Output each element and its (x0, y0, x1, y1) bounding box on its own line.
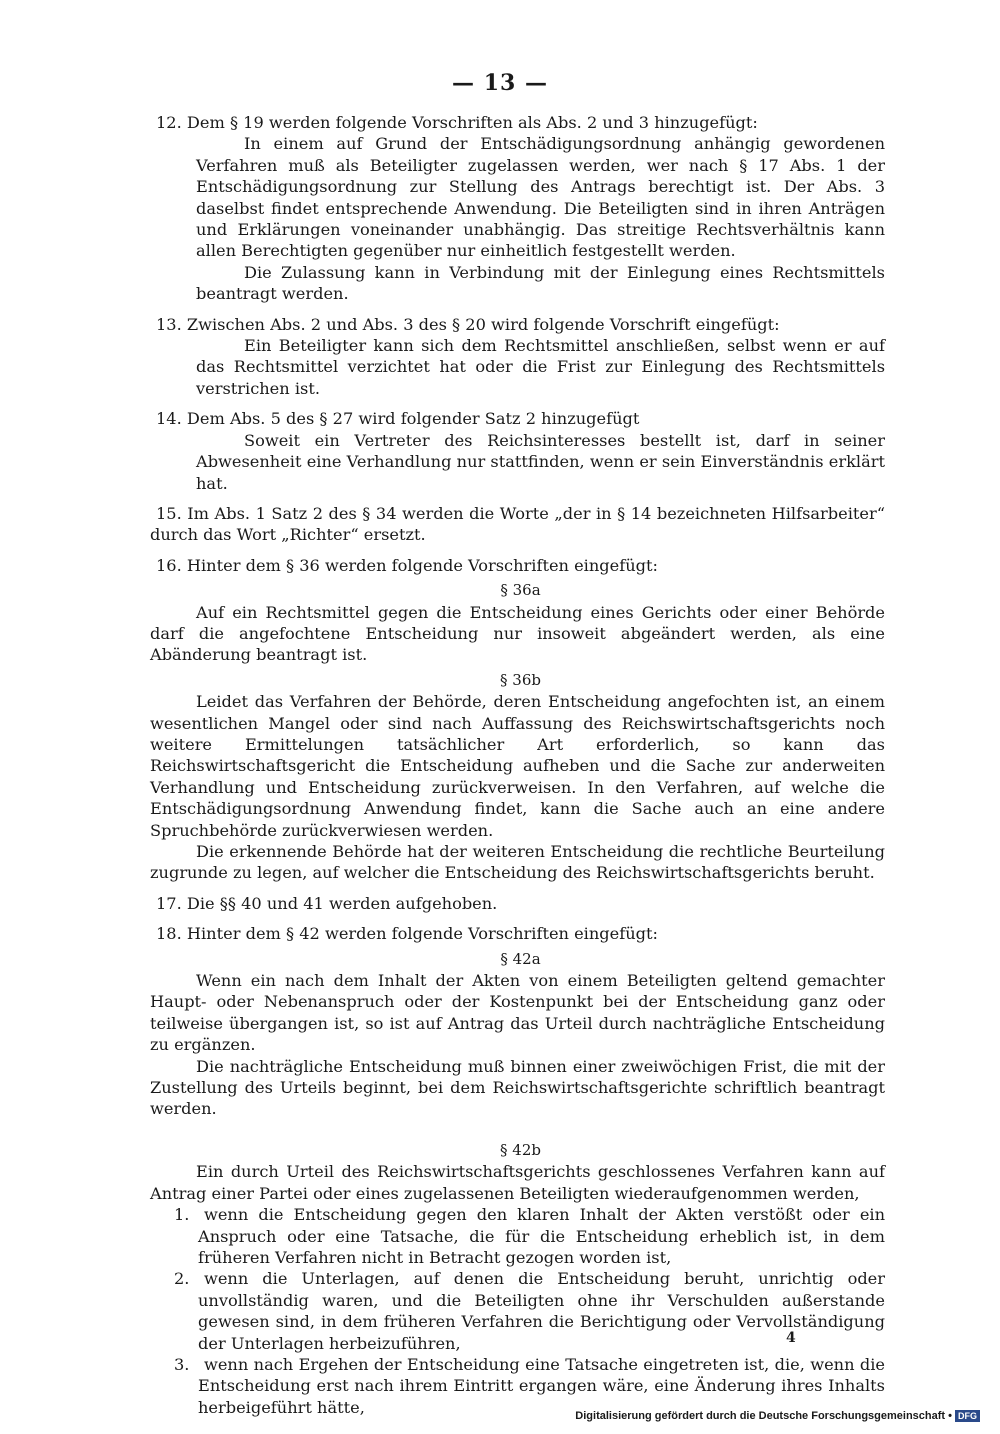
list-item-number: 3. (174, 1354, 190, 1374)
item-12-paragraph-2: Die Zulassung kann in Verbindung mit der Einlegung eines Rechtsmittels beantragt werden. (196, 262, 885, 304)
footer (575, 1410, 980, 1422)
signature-mark: 4 (786, 1330, 796, 1346)
list-item-text: wenn nach Ergehen der Entscheidung eine Tatsache eingetreten ist, die, wenn die Entscheidung erst nach ihrem Eintritt ergangen wäre, eine Änderung ihres Inhalts herbeigeführt hätte, (198, 1354, 885, 1417)
section-36b-heading: § 36b (500, 670, 541, 689)
item-18 (150, 923, 885, 1418)
list-item-number: 2. (174, 1269, 190, 1289)
list-item (168, 1204, 885, 1268)
item-13 (150, 314, 885, 400)
item-12 (150, 112, 885, 305)
item-14-heading: 14. Dem Abs. 5 des § 27 wird folgender Satz 2 hinzugefügt (156, 409, 640, 429)
dfg-logo: DFG (955, 1410, 980, 1422)
item-13-paragraph-1: Ein Beteiligter kann sich dem Rechtsmittel anschließen, selbst wenn er auf das Rechtsmittel verzichtet hat oder die Frist zur Einlegung des Rechtsmittels verstrichen ist. (196, 336, 885, 398)
list-item-number: 1. (174, 1205, 190, 1225)
list-item (168, 1268, 885, 1354)
section-42a-heading: § 42a (500, 949, 541, 968)
section-42a-paragraph-1: Wenn ein nach dem Inhalt der Akten von einem Beteiligten geltend gemachter Haupt- oder Nebenanspruch oder der Kostenpunkt bei der Entscheidung ganz oder teilweise übergangen ist, so ist auf Antrag das Urteil durch nachträgliche Entscheidung zu ergänzen. (150, 971, 885, 1055)
section-42b-heading: § 42b (500, 1140, 541, 1159)
section-36b-paragraph-1: Leidet das Verfahren der Behörde, deren Entscheidung angefochten ist, an einem wesentlichen Mangel oder sind nach Auffassung des Reichswirtschaftsgerichts noch weitere Ermittelungen tatsächlicher Art erforderlich, so kann das Reichswirtschaftsgericht die Entscheidung aufheben und die Sache zur anderweiten Verhandlung und Entscheidung zurückverweisen. In den Verfahren, auf welche die Entschädigungsordnung Anwendung findet, kann die Sache auch an eine andere Spruchbehörde zurückverwiesen werden. (150, 692, 885, 840)
list-item-text: wenn die Unterlagen, auf denen die Entscheidung beruht, unrichtig oder unvollständig waren, und die Beteiligten ohne ihr Verschulden außerstande gewesen sind, in dem früheren Verfahren die Berichtigung oder Vervollständigung der Unterlagen herbeizuführen, (198, 1269, 885, 1353)
item-15-text: 15. Im Abs. 1 Satz 2 des § 34 werden die Worte „der in § 14 bezeichneten Hilfsarbeiter“ durch das Wort „Richter“ ersetzt. (150, 503, 885, 545)
section-36a-heading: § 36a (500, 581, 541, 600)
item-16-heading: 16. Hinter dem § 36 werden folgende Vorschriften eingefügt: (156, 555, 658, 575)
item-18-heading: 18. Hinter dem § 42 werden folgende Vorschriften eingefügt: (156, 924, 658, 944)
item-12-paragraph-1: In einem auf Grund der Entschädigungsordnung anhängig gewordenen Verfahren muß als Beteiligter zugelassen werden, wer nach § 17 Abs. 1 der Entschädigungsordnung zur Stellung des Antrags berechtigt ist. Der Abs. 3 daselbst findet entsprechende Anwendung. Die Beteiligten sind in ihren Anträgen und Erklärungen voneinander unabhängig. Das streitige Rechtsverhältnis kann allen Berechtigten gegenüber nur einheitlich festgestellt werden. (196, 134, 885, 261)
section-42a-paragraph-2: Die nachträgliche Entscheidung muß binnen einer zweiwöchigen Frist, die mit der Zustellung des Urteils beginnt, bei dem Reichswirtschaftsgerichte schriftlich beantragt werden. (150, 1056, 885, 1119)
page-number: — 13 — (452, 70, 548, 96)
item-16 (150, 555, 885, 884)
list-item-text: wenn die Entscheidung gegen den klaren Inhalt der Akten verstößt oder ein Anspruch oder eine Tatsache, die für die Entscheidung erheblich ist, in dem früheren Verfahren nicht in Betracht gezogen worden ist, (198, 1205, 885, 1267)
section-42b-paragraph-1: Ein durch Urteil des Reichswirtschaftsgerichts geschlossenes Verfahren kann auf Antrag einer Partei oder eines zugelassenen Beteiligten wiederaufgenommen werden, (150, 1162, 885, 1203)
section-36a-paragraph: Auf ein Rechtsmittel gegen die Entscheidung eines Gerichts oder einer Behörde darf die angefochtene Entscheidung nur insoweit abgeändert werden, als eine Abänderung beantragt ist. (150, 602, 885, 665)
item-13-heading: 13. Zwischen Abs. 2 und Abs. 3 des § 20 wird folgende Vorschrift eingefügt: (156, 314, 780, 334)
list-item (168, 1354, 885, 1418)
document-body (150, 112, 885, 1418)
item-12-heading: 12. Dem § 19 werden folgende Vorschriften als Abs. 2 und 3 hinzugefügt: (156, 113, 758, 132)
item-17 (150, 893, 885, 914)
item-17-text: 17. Die §§ 40 und 41 werden aufgehoben. (156, 893, 498, 913)
item-15 (150, 503, 885, 546)
item-14 (150, 408, 885, 494)
item-14-paragraph-1: Soweit ein Vertreter des Reichsinteresses bestellt ist, darf in seiner Abwesenheit eine Verhandlung nur stattfinden, wenn er sein Einverständnis erklärt hat. (196, 430, 885, 493)
section-36b-paragraph-2: Die erkennende Behörde hat der weiteren Entscheidung die rechtliche Beurteilung zugrunde zu legen, auf welcher die Entscheidung des Reichswirtschaftsgerichts beruht. (150, 842, 885, 883)
footer-text: Digitalisierung gefördert durch die Deutsche Forschungsgemeinschaft • (575, 1410, 952, 1422)
